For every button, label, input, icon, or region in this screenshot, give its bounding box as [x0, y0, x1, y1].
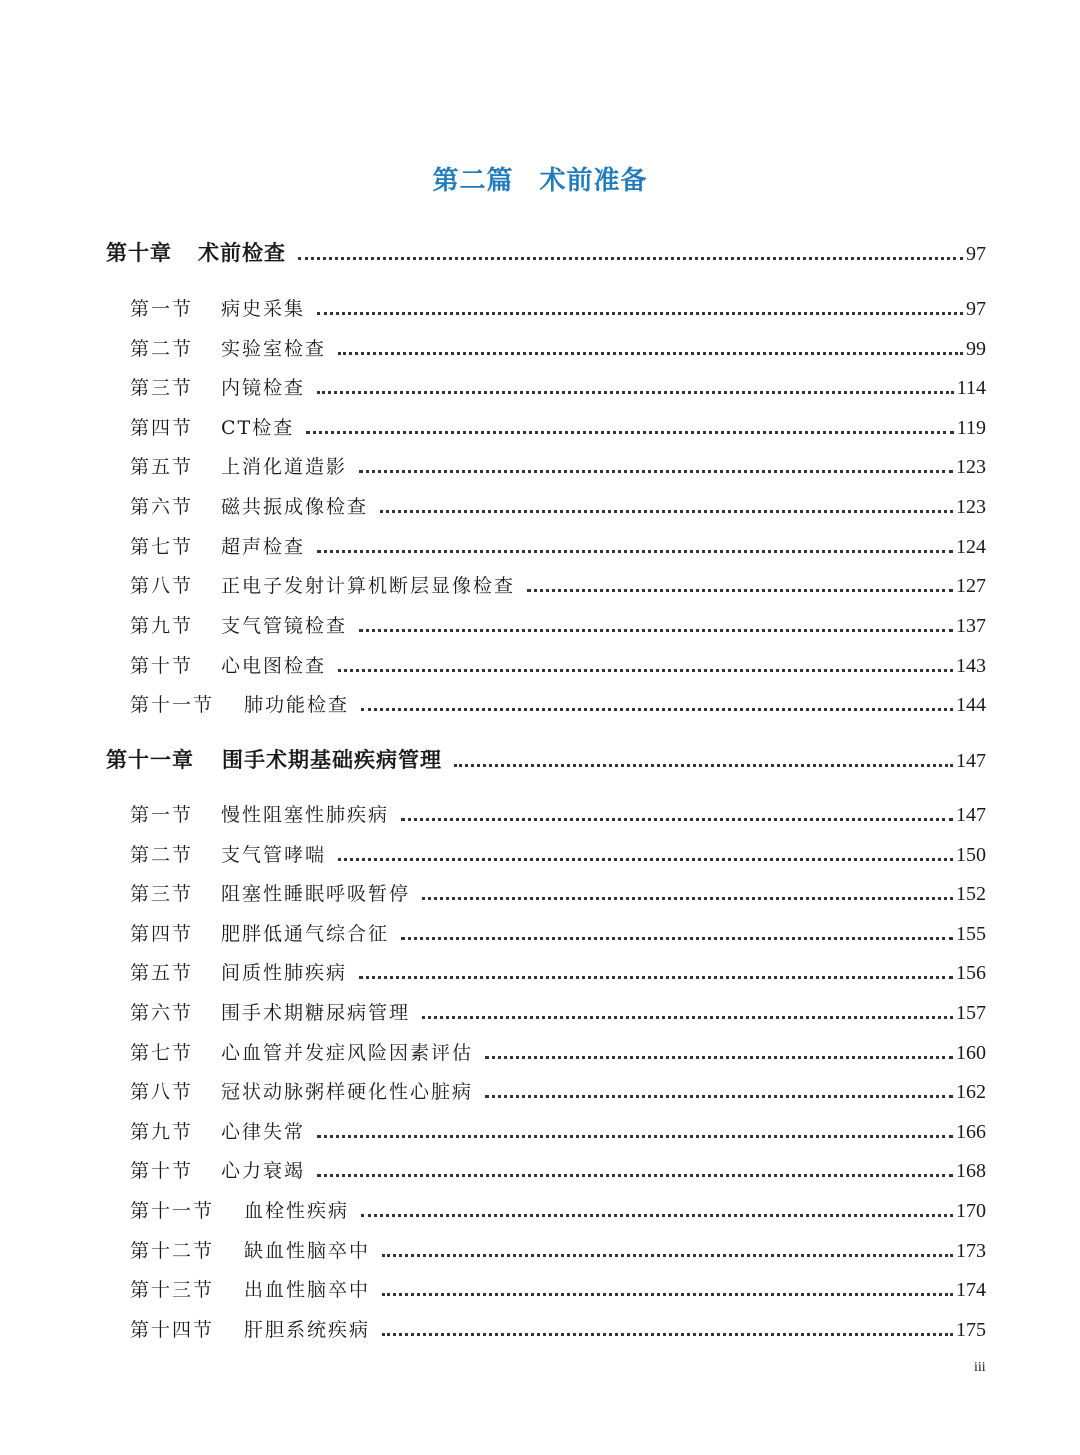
- dot-leader: [485, 1095, 953, 1098]
- chapter-title: 围手术期基础疾病管理: [222, 748, 442, 772]
- dot-leader: [382, 1333, 953, 1336]
- section-title: 内镜检查: [221, 377, 306, 399]
- toc-section-entry[interactable]: [130, 840, 986, 867]
- section-number: 第七节: [130, 536, 194, 558]
- section-title: 支气管镜检查: [221, 615, 348, 637]
- section-title: 超声检查: [221, 536, 306, 558]
- toc-section-entry[interactable]: [130, 334, 986, 361]
- section-number: 第九节: [130, 1121, 194, 1143]
- page-number: 97: [966, 298, 986, 320]
- section-title: 实验室检查: [221, 338, 327, 360]
- dot-leader: [359, 976, 953, 979]
- section-number: 第十一节: [130, 1200, 215, 1222]
- toc-section-entry[interactable]: [130, 1196, 986, 1223]
- page-number: 150: [956, 844, 986, 866]
- dot-leader: [382, 1293, 953, 1296]
- toc-section-entry[interactable]: [130, 1038, 986, 1065]
- page-number: 147: [956, 804, 986, 826]
- dot-leader: [338, 669, 953, 672]
- dot-leader: [454, 764, 953, 767]
- section-title: 慢性阻塞性肺疾病: [221, 804, 390, 826]
- toc-section-entry[interactable]: [130, 532, 986, 559]
- section-number: 第三节: [130, 377, 194, 399]
- page-number: 137: [956, 615, 986, 637]
- section-title: 支气管哮喘: [221, 844, 327, 866]
- page-number: 168: [956, 1160, 986, 1182]
- toc-section-entry[interactable]: [130, 611, 986, 638]
- dot-leader: [298, 257, 963, 260]
- section-title: 肺功能检查: [244, 694, 350, 716]
- page-number: 97: [966, 243, 986, 265]
- dot-leader: [317, 1174, 953, 1177]
- section-title: 心力衰竭: [221, 1160, 306, 1182]
- section-title: 血栓性疾病: [244, 1200, 350, 1222]
- section-number: 第九节: [130, 615, 194, 637]
- dot-leader: [401, 818, 953, 821]
- page-number: 114: [956, 377, 986, 399]
- toc-section-entry[interactable]: [130, 492, 986, 519]
- section-title: 间质性肺疾病: [221, 962, 348, 984]
- toc-section-entry[interactable]: [130, 1275, 986, 1302]
- chapter-title: 术前检查: [198, 241, 286, 265]
- section-number: 第二节: [130, 844, 194, 866]
- toc-section-entry[interactable]: [130, 690, 986, 717]
- dot-leader: [361, 1214, 953, 1217]
- dot-leader: [361, 708, 953, 711]
- section-title: 阻塞性睡眠呼吸暂停: [221, 883, 411, 905]
- dot-leader: [338, 352, 963, 355]
- section-number: 第十节: [130, 1160, 194, 1182]
- section-title: 围手术期糖尿病管理: [221, 1002, 411, 1024]
- section-number: 第八节: [130, 575, 194, 597]
- dot-leader: [317, 1135, 953, 1138]
- page-number: 170: [956, 1200, 986, 1222]
- section-title: 磁共振成像检查: [221, 496, 369, 518]
- section-number: 第五节: [130, 962, 194, 984]
- section-title: CT检查: [221, 417, 295, 439]
- page-number: 124: [956, 536, 986, 558]
- page-number: 166: [956, 1121, 986, 1143]
- page-number: 160: [956, 1042, 986, 1064]
- page-number: 173: [956, 1240, 986, 1262]
- toc-section-entry[interactable]: [130, 452, 986, 479]
- page-number: 147: [956, 750, 986, 772]
- section-number: 第六节: [130, 496, 194, 518]
- section-title: 上消化道造影: [221, 456, 348, 478]
- toc-section-entry[interactable]: [130, 413, 986, 440]
- section-title: 缺血性脑卒中: [244, 1240, 371, 1262]
- section-number: 第一节: [130, 298, 194, 320]
- section-number: 第四节: [130, 417, 194, 439]
- dot-leader: [380, 510, 953, 513]
- toc-section-entry[interactable]: [130, 958, 986, 985]
- part-number: 第二篇: [432, 166, 514, 196]
- page-number: 119: [956, 417, 986, 439]
- section-number: 第十一节: [130, 694, 215, 716]
- dot-leader: [359, 470, 953, 473]
- toc-section-entry[interactable]: [130, 1236, 986, 1263]
- chapter-number: 第十章: [106, 241, 172, 265]
- part-name: 术前准备: [539, 166, 648, 196]
- page-number: 127: [956, 575, 986, 597]
- part-title: [0, 160, 1080, 197]
- section-title: 病史采集: [221, 298, 306, 320]
- toc-section-entry[interactable]: [130, 1117, 986, 1144]
- section-number: 第二节: [130, 338, 194, 360]
- toc-section-entry[interactable]: [130, 1156, 986, 1183]
- page-number: 174: [956, 1279, 986, 1301]
- page-number: 162: [956, 1081, 986, 1103]
- toc-section-entry[interactable]: [130, 294, 986, 321]
- dot-leader: [306, 431, 954, 434]
- page-number: 144: [956, 694, 986, 716]
- section-number: 第十四节: [130, 1319, 215, 1341]
- toc-chapter-entry[interactable]: [106, 237, 986, 267]
- dot-leader: [382, 1254, 953, 1257]
- section-number: 第一节: [130, 804, 194, 826]
- dot-leader: [422, 897, 953, 900]
- toc-section-entry[interactable]: [130, 1315, 986, 1342]
- section-title: 心电图检查: [221, 655, 327, 677]
- dot-leader: [485, 1056, 953, 1059]
- section-title: 肥胖低通气综合征: [221, 923, 390, 945]
- toc-section-entry[interactable]: [130, 998, 986, 1025]
- section-title: 肝胆系统疾病: [244, 1319, 371, 1341]
- dot-leader: [317, 312, 963, 315]
- chapter-number: 第十一章: [106, 748, 194, 772]
- dot-leader: [401, 937, 953, 940]
- dot-leader: [527, 589, 953, 592]
- section-number: 第三节: [130, 883, 194, 905]
- dot-leader: [422, 1016, 953, 1019]
- section-number: 第十三节: [130, 1279, 215, 1301]
- page-number: 123: [956, 496, 986, 518]
- section-title: 出血性脑卒中: [244, 1279, 371, 1301]
- section-number: 第四节: [130, 923, 194, 945]
- toc-section-entry[interactable]: [130, 571, 986, 598]
- page-number: 155: [956, 923, 986, 945]
- toc-section-entry[interactable]: [130, 373, 986, 400]
- toc-section-entry[interactable]: [130, 879, 986, 906]
- page-number: 157: [956, 1002, 986, 1024]
- section-number: 第十二节: [130, 1240, 215, 1262]
- section-title: 冠状动脉粥样硬化性心脏病: [221, 1081, 474, 1103]
- section-number: 第八节: [130, 1081, 194, 1103]
- section-number: 第十节: [130, 655, 194, 677]
- dot-leader: [359, 629, 953, 632]
- section-title: 正电子发射计算机断层显像检查: [221, 575, 516, 597]
- page-number: 123: [956, 456, 986, 478]
- dot-leader: [317, 391, 954, 394]
- section-number: 第七节: [130, 1042, 194, 1064]
- dot-leader: [338, 858, 953, 861]
- page-number: 152: [956, 883, 986, 905]
- toc-section-entry[interactable]: [130, 919, 986, 946]
- section-title: 心律失常: [221, 1121, 306, 1143]
- page-number: 175: [956, 1319, 986, 1341]
- toc-section-entry[interactable]: [130, 651, 986, 678]
- toc-chapter-entry[interactable]: [106, 744, 986, 774]
- toc-section-entry[interactable]: [130, 800, 986, 827]
- dot-leader: [317, 550, 953, 553]
- page-number: 99: [966, 338, 986, 360]
- page-number: 156: [956, 962, 986, 984]
- page-folio: iii: [974, 1360, 986, 1375]
- section-number: 第六节: [130, 1002, 194, 1024]
- section-number: 第五节: [130, 456, 194, 478]
- toc-section-entry[interactable]: [130, 1077, 986, 1104]
- section-title: 心血管并发症风险因素评估: [221, 1042, 474, 1064]
- page-number: 143: [956, 655, 986, 677]
